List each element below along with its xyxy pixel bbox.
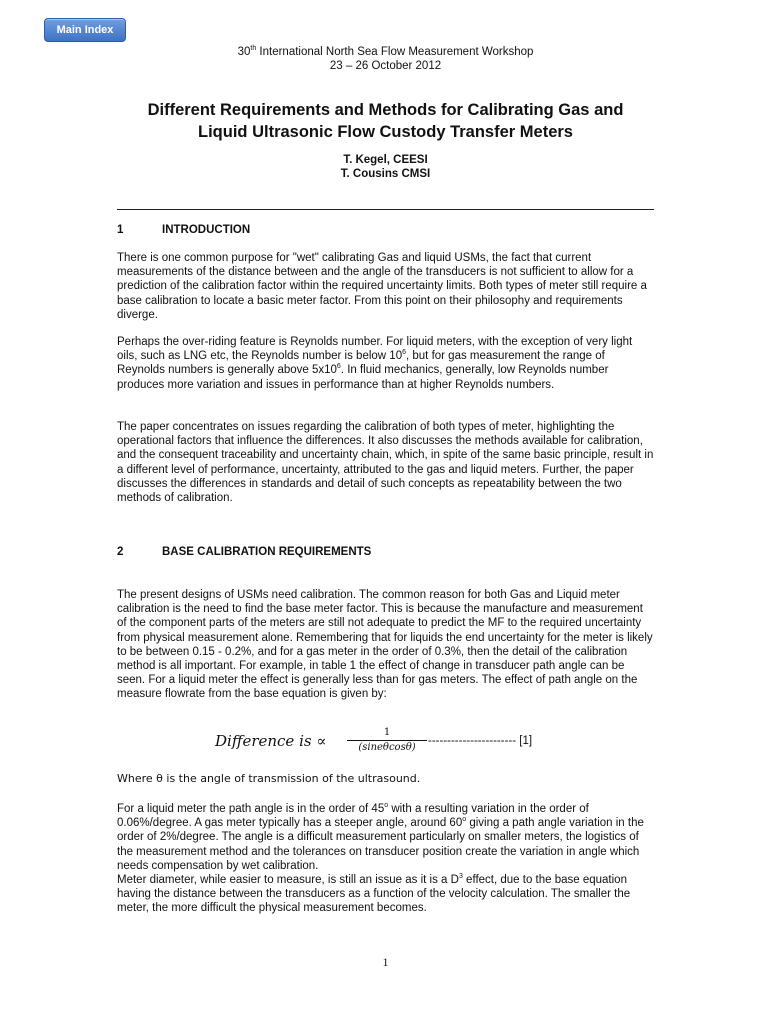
section-1-heading bbox=[117, 223, 250, 237]
section-number: 1 bbox=[117, 224, 124, 236]
section-number: 2 bbox=[117, 546, 124, 558]
equation-note: Where θ is the angle of transmission of the ultrasound. bbox=[117, 772, 421, 785]
fraction-denominator: (sineθcosθ) bbox=[358, 742, 416, 753]
author-list bbox=[117, 153, 654, 181]
workshop-header bbox=[117, 42, 654, 73]
page-number: 1 bbox=[382, 955, 389, 969]
workshop-dates: 23 – 26 October 2012 bbox=[329, 59, 442, 72]
paragraph: The paper concentrates on issues regarding the calibration of both types of meter, highlighting the operational factors that influence the differences. It also discusses the methods available for calibration, and the consequent traceability and uncertainty chain, which, in spite of the same basic principle, result in a different level of performance, uncertainty, attributed to the gas and liquid meters. Further, the paper discusses the differences in standards and detail of such concepts as repeatability between the two methods of calibration. bbox=[117, 421, 654, 505]
author: T. Cousins CMSI bbox=[340, 168, 431, 180]
paragraph: There is one common purpose for "wet" calibrating Gas and liquid USMs, the fact that current measurements of the distance between and the angle of the transducers is not sufficient to allow for a prediction of the calibration factor within the required uncertainty limits. Both types of meter still require a base calibration to locate a basic meter factor. From this point on their philosophy and requirements diverge. bbox=[117, 252, 647, 321]
equation-lhs: Difference is ∝ bbox=[215, 732, 327, 750]
fraction-numerator: 1 bbox=[383, 727, 391, 738]
main-index-button[interactable]: Main Index bbox=[44, 18, 126, 42]
workshop-name: 30th International North Sea Flow Measurement Workshop bbox=[237, 45, 534, 58]
equation-fraction bbox=[347, 726, 427, 755]
header-divider bbox=[117, 209, 654, 210]
section-2-heading bbox=[117, 545, 371, 559]
paper-title bbox=[117, 99, 654, 143]
paragraph: For a liquid meter the path angle is in the order of 45$^o$ with a resulting variation in the order of 0.06%/degree. A gas meter typically has a steeper angle, around 60$^o$ giving a path angle variation in the order of 2%/degree. The angle is a difficult measurement particularly on smaller meters, the logistics of the measurement method and the tolerances on transducer position create the variation in angle which needs compensation by wet calibration. Meter diameter, while easier to measure, is still an issue as it is a $D^3$ effect, due to the base equation having the distance between the transducers as a function of the velocity calculation. The smaller the meter, the more difficult the physical measurement becomes. bbox=[117, 802, 644, 915]
title-line-1: Different Requirements and Methods for Calibrating Gas and bbox=[147, 101, 624, 119]
author: T. Kegel, CEESI bbox=[343, 154, 428, 166]
paragraph: Perhaps the over-riding feature is Reynolds number. For liquid meters, with the exception of very light oils, such as LNG etc, the Reynolds number is below $10^6$, but for gas measurement the range of Reynolds numbers is generally above $5x10^6$. In fluid mechanics, generally, low Reynolds number produces more variation and issues in performance than at higher Reynolds numbers. bbox=[117, 336, 633, 391]
equation-1 bbox=[215, 726, 655, 762]
title-line-2: Liquid Ultrasonic Flow Custody Transfer Meters bbox=[198, 123, 573, 141]
equation-number: ----------------------- [1] bbox=[428, 735, 533, 747]
paragraph: The present designs of USMs need calibration. The common reason for both Gas and Liquid meter calibration is the need to find the base meter factor. This is because the manufacture and measurement of the component parts of the meters are still not adequate to predict the MF to the required uncertainty from physical measurement alone. Remembering that for liquids the end uncertainty for the meter is likely to be between 0.15 - 0.2%, and for a gas meter in the order of 0.3%, then the detail of the calibration method is all important. For example, in table 1 the effect of change in transducer path angle can be seen. For a liquid meter the effect is generally less than for gas meters. The effect of path angle on the measure flowrate from the base equation is given by: bbox=[117, 589, 653, 701]
section-title: INTRODUCTION bbox=[162, 224, 251, 236]
section-title: BASE CALIBRATION REQUIREMENTS bbox=[162, 546, 372, 558]
